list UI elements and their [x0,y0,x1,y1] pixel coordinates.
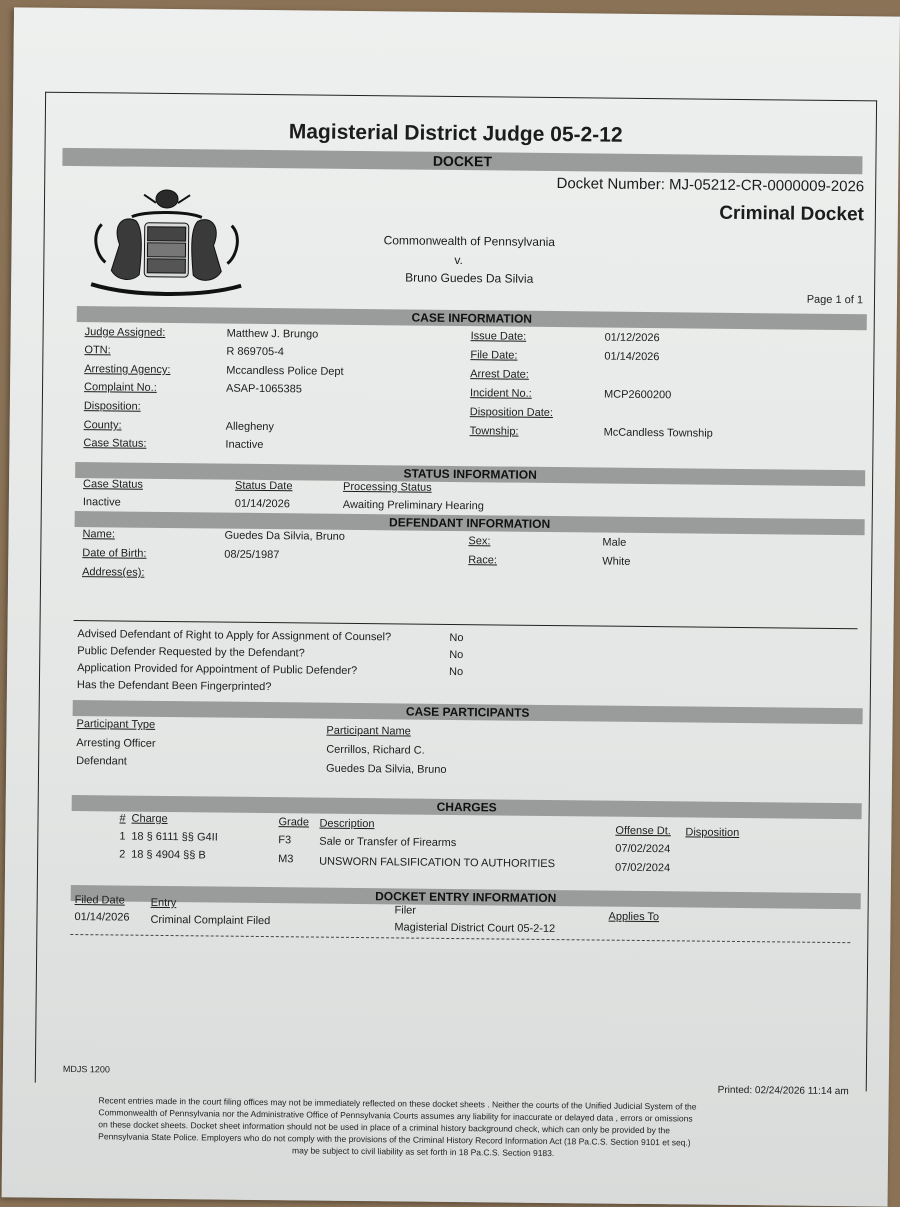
township-value: McCandless Township [603,426,713,440]
charge-row-grade: F3 [278,834,292,847]
county-label: County: [83,419,122,432]
counsel-answer-2: No [449,648,464,662]
charge-row-description: UNSWORN FALSIFICATION TO AUTHORITIES [319,855,556,871]
entry-filed-date: 01/14/2026 [74,911,130,924]
participant-row-type: Defendant [76,755,127,768]
judge-value: Matthew J. Brungo [226,327,319,341]
docket-type: Criminal Docket [719,202,865,226]
caption-commonwealth: Commonwealth of Pennsylvania [383,233,556,250]
page-number: Page 1 of 1 [806,293,864,307]
filed-date-header: Filed Date [74,894,125,907]
defendant-information-band: DEFENDANT INFORMATION [75,511,865,535]
disclaimer-line: Recent entries made in the court filing offices may not be immediately reflected on these docket sheets . Neither the courts of the Unified Judicial System of the [98,1095,697,1112]
counsel-question-4: Has the Defendant Been Fingerprinted? [76,679,272,694]
counsel-question-1: Advised Defendant of Right to Apply for Assignment of Counsel? [77,628,392,644]
status-col-processing: Processing Status [342,480,432,494]
status-date-value: 01/14/2026 [234,497,290,511]
charge-row-grade: M3 [278,853,294,866]
judge-label: Judge Assigned: [84,326,166,339]
offense-date-header: Offense Dt. [615,824,671,838]
case-status-value: Inactive [225,438,264,451]
agency-value: Mccandless Police Dept [226,364,344,378]
file-date-value: 01/14/2026 [604,350,660,364]
charge-row-number: 2 [119,848,126,861]
complaint-label: Complaint No.: [83,381,157,394]
charge-row-statute: 18 § 6111 §§ G4II [131,830,218,844]
otn-label: OTN: [84,344,111,357]
status-case-status-value: Inactive [82,496,121,509]
address-label: Address(es): [82,566,145,579]
disclaimer-line: on these docket sheets. Docket sheet information should not be used in place of a criminal history background check, which can only be provided by the [98,1119,671,1136]
counsel-question-2: Public Defender Requested by the Defendant? [77,645,305,660]
form-number: MDJS 1200 [62,1063,110,1075]
disclaimer-line: may be subject to civil liability as set forth in 18 Pa.C.S. Section 9183. [292,1145,555,1159]
participant-name-header: Participant Name [326,724,411,738]
sex-value: Male [602,536,627,549]
entry-header: Entry [150,896,177,910]
printed-timestamp: Printed: 02/24/2026 11:14 am [717,1084,849,1098]
disposition-header: Disposition [685,826,740,840]
charge-row-offense-date: 07/02/2024 [614,861,671,875]
disposition-label: Disposition: [83,400,141,413]
complaint-value: ASAP-1065385 [225,382,302,396]
caption-versus: v. [454,252,463,268]
status-information-band: STATUS INFORMATION [75,462,865,486]
participant-row-name: Cerrillos, Richard C. [326,743,425,757]
issue-date-value: 01/12/2026 [604,331,660,345]
applies-to-header: Applies To [608,910,660,924]
docket-number: Docket Number: MJ-05212-CR-0000009-2026 [556,175,865,196]
page-title: Magisterial District Judge 05-2-12 [288,120,623,147]
entry-filer: Magisterial District Court 05-2-12 [394,921,556,936]
incident-value: MCP2600200 [603,388,672,402]
pennsylvania-coat-of-arms-icon [71,184,262,308]
grade-header: Grade [278,816,310,829]
processing-status-value: Awaiting Preliminary Hearing [342,498,484,513]
defendant-name-value: Guedes Da Silvia, Bruno [224,529,346,543]
issue-date-label: Issue Date: [470,330,527,343]
otn-value: R 869705-4 [226,345,284,359]
charge-row-offense-date: 07/02/2024 [615,842,671,856]
agency-label: Arresting Agency: [84,363,171,377]
charge-num-header: # [119,812,126,825]
charges-band: CHARGES [72,795,862,819]
counsel-question-3: Application Provided for Appointment of Public Defender? [77,662,358,677]
charge-row-number: 1 [119,830,126,843]
status-col-case-status: Case Status [82,478,144,491]
caption-defendant: Bruno Guedes Da Silvia [405,270,534,286]
charge-header: Charge [131,812,168,826]
case-status-label: Case Status: [83,437,147,450]
docket-band: DOCKET [62,148,862,174]
docket-paper [2,7,900,1206]
disclaimer-line: Pennsylvania State Police. Employers who do not comply with the provisions of the Criminal History Record Information Act (18 Pa.C.S. Section 9101 et seq.) [98,1131,691,1148]
charge-row-description: Sale or Transfer of Firearms [319,835,457,850]
participant-row-type: Arresting Officer [76,737,156,750]
case-participants-band: CASE PARTICIPANTS [73,700,863,724]
race-value: White [602,555,631,568]
filer-header: Filer [394,904,417,917]
file-date-label: File Date: [470,349,518,362]
case-information-band: CASE INFORMATION [77,306,867,330]
status-col-status-date: Status Date [234,479,293,493]
participant-type-header: Participant Type [76,718,156,731]
defendant-name-label: Name: [82,528,115,541]
disclaimer-line: Commonwealth of Pennsylvania nor the Administrative Office of Pennsylvania Courts assumes any liability for inaccurate or delayed data , errors or omissions [98,1107,693,1124]
charge-row-statute: 18 § 4904 §§ B [131,848,206,862]
dob-label: Date of Birth: [82,547,147,560]
sex-label: Sex: [468,535,491,548]
description-header: Description [319,817,375,831]
docket-entry-band: DOCKET ENTRY INFORMATION [71,885,861,909]
incident-label: Incident No.: [469,387,532,400]
participant-row-name: Guedes Da Silvia, Bruno [326,762,447,776]
dob-value: 08/25/1987 [224,548,280,562]
entry-description: Criminal Complaint Filed [150,913,271,928]
arrest-date-label: Arrest Date: [470,368,529,381]
race-label: Race: [468,554,498,567]
disposition-date-label: Disposition Date: [469,406,554,420]
township-label: Township: [469,425,519,438]
counsel-answer-3: No [449,665,464,679]
county-value: Allegheny [225,420,275,434]
counsel-answer-1: No [449,631,464,645]
